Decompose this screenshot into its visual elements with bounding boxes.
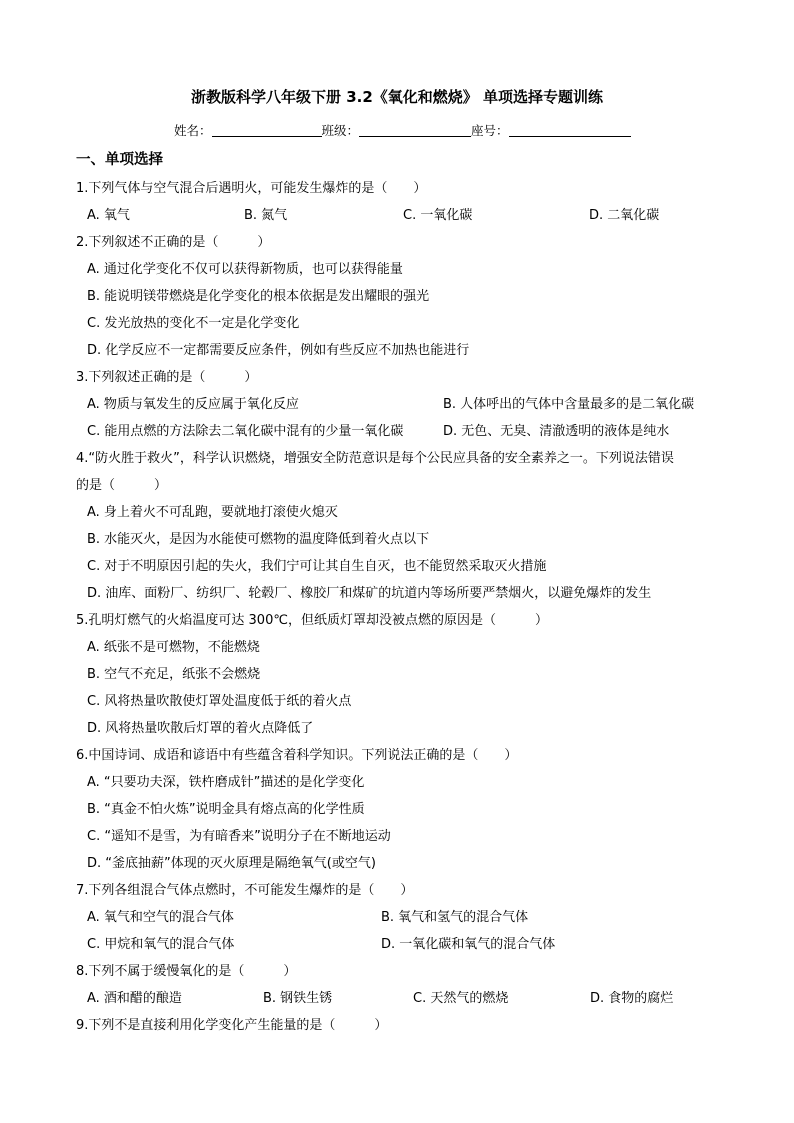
question-1-option-d: D. 二氧化碳 xyxy=(589,208,660,223)
name-label: 姓名： xyxy=(174,123,212,138)
question-1-option-c: C. 一氧化碳 xyxy=(403,208,473,223)
question-2-option-d: D. 化学反应不一定都需要反应条件，例如有些反应不加热也能进行 xyxy=(87,343,470,358)
question-5-option-b: B. 空气不充足，纸张不会燃烧 xyxy=(87,667,261,682)
question-9-stem: 9.下列不是直接利用化学变化产生能量的是（ ） xyxy=(76,1018,388,1033)
name-blank xyxy=(212,124,322,137)
question-2-option-b: B. 能说明镁带燃烧是化学变化的根本依据是发出耀眼的强光 xyxy=(87,289,430,304)
question-7-option-a: A. 氧气和空气的混合气体 xyxy=(87,910,234,925)
question-5-option-d: D. 风将热量吹散后灯罩的着火点降低了 xyxy=(87,721,314,736)
question-4-option-b: B. 水能灭火，是因为水能使可燃物的温度降低到着火点以下 xyxy=(87,532,430,547)
question-5-option-c: C. 风将热量吹散使灯罩处温度低于纸的着火点 xyxy=(87,694,352,709)
question-6-option-c: C. “遥知不是雪，为有暗香来”说明分子在不断地运动 xyxy=(87,829,391,844)
class-label: 班级： xyxy=(321,123,360,138)
question-8-option-b: B. 钢铁生锈 xyxy=(263,991,333,1006)
question-6-stem: 6.中国诗词、成语和谚语中有些蕴含着科学知识。下列说法正确的是（ ） xyxy=(76,748,518,763)
seat-blank xyxy=(509,124,631,137)
question-4-option-a: A. 身上着火不可乱跑，要就地打滚使火熄灭 xyxy=(87,505,338,520)
question-1-option-a: A. 氧气 xyxy=(87,208,130,223)
question-7-stem: 7.下列各组混合气体点燃时，不可能发生爆炸的是（ ） xyxy=(76,883,414,898)
question-6-option-d: D. “釜底抽薪”体现的灭火原理是隔绝氧气(或空气) xyxy=(87,856,376,871)
question-4-option-d: D. 油库、面粉厂、纺织厂、轮毂厂、橡胶厂和煤矿的坑道内等场所要严禁烟火，以避免爆炸的发生 xyxy=(87,586,652,601)
question-8-option-a: A. 酒和醋的酿造 xyxy=(87,991,182,1006)
question-7-option-b: B. 氧气和氢气的混合气体 xyxy=(381,910,529,925)
question-1-option-b: B. 氮气 xyxy=(244,208,288,223)
seat-label: 座号： xyxy=(471,123,509,138)
question-8-stem: 8.下列不属于缓慢氧化的是（ ） xyxy=(76,964,297,979)
question-3-option-b: B. 人体呼出的气体中含量最多的是二氧化碳 xyxy=(443,397,695,412)
question-4-option-c: C. 对于不明原因引起的失火，我们宁可让其自生自灭，也不能贸然采取灭火措施 xyxy=(87,559,547,574)
page-title: 浙教版科学八年级下册 3.2《氧化和燃烧》 单项选择专题训练 xyxy=(190,88,604,106)
student-info-line xyxy=(174,121,631,139)
question-2-option-c: C. 发光放热的变化不一定是化学变化 xyxy=(87,316,300,331)
question-3-option-a: A. 物质与氧发生的反应属于氧化反应 xyxy=(87,397,299,412)
question-8-option-c: C. 天然气的燃烧 xyxy=(413,991,509,1006)
class-blank xyxy=(359,124,471,137)
question-5-option-a: A. 纸张不是可燃物，不能燃烧 xyxy=(87,640,260,655)
section-title: 一、单项选择 xyxy=(76,152,163,168)
question-3-option-c: C. 能用点燃的方法除去二氧化碳中混有的少量一氧化碳 xyxy=(87,424,404,439)
question-6-option-a: A. “只要功夫深，铁杵磨成针”描述的是化学变化 xyxy=(87,775,365,790)
question-2-option-a: A. 通过化学变化不仅可以获得新物质，也可以获得能量 xyxy=(87,262,403,277)
question-5-stem: 5.孔明灯燃气的火焰温度可达 300℃，但纸质灯罩却没被点燃的原因是（ ） xyxy=(76,613,548,628)
question-6-option-b: B. “真金不怕火炼”说明金具有熔点高的化学性质 xyxy=(87,802,365,817)
question-7-option-c: C. 甲烷和氧气的混合气体 xyxy=(87,937,235,952)
question-2-stem: 2.下列叙述不正确的是（ ） xyxy=(76,235,271,250)
question-8-option-d: D. 食物的腐烂 xyxy=(590,991,674,1006)
question-4-stem-continued: 的是（ ） xyxy=(76,478,168,493)
question-1-stem: 1.下列气体与空气混合后遇明火，可能发生爆炸的是（ ） xyxy=(76,181,427,196)
question-4-stem: 4.“防火胜于救火”，科学认识燃烧，增强安全防范意识是每个公民应具备的安全素养之一。下列说法错误 xyxy=(76,451,674,466)
question-3-stem: 3.下列叙述正确的是（ ） xyxy=(76,370,258,385)
question-3-option-d: D. 无色、无臭、清澈透明的液体是纯水 xyxy=(443,424,670,439)
question-7-option-d: D. 一氧化碳和氧气的混合气体 xyxy=(381,937,556,952)
